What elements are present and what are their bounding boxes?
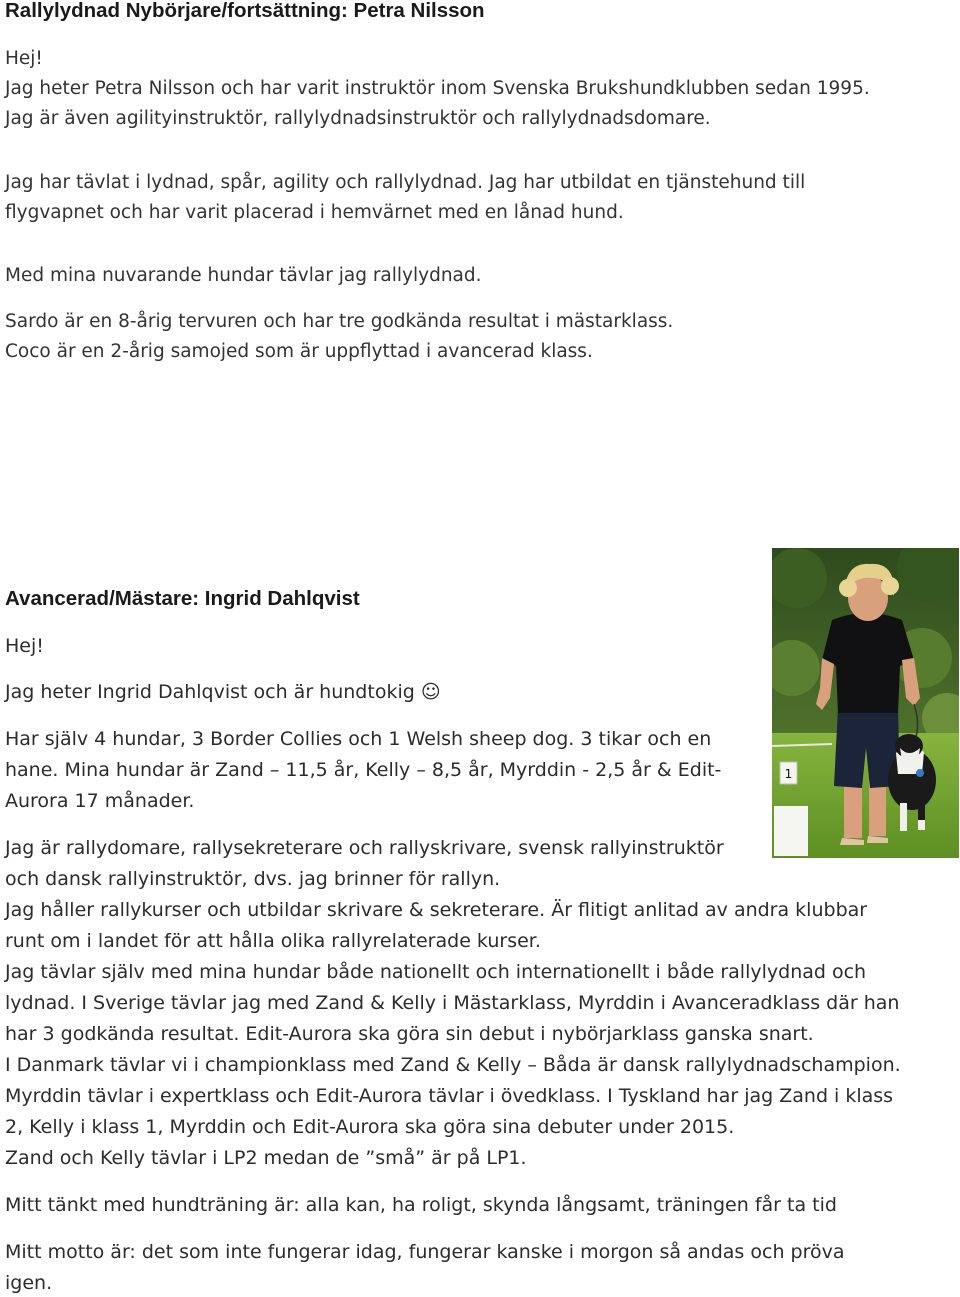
- s2-line-17: Mitt tänkt med hundträning är: alla kan, ha roligt, skynda långsamt, träningen får ta tid: [5, 1194, 837, 1216]
- section1-heading: Rallylydnad Nybörjare/fortsättning: Petra Nilsson: [5, 0, 485, 22]
- s2-line-3: Har själv 4 hundar, 3 Border Collies och 1 Welsh sheep dog. 3 tikar och en: [5, 728, 712, 750]
- s2-line-18: Mitt motto är: det som inte fungerar idag, fungerar kanske i morgon så andas och pröva: [5, 1241, 845, 1263]
- s1-line-3: Jag är även agilityinstruktör, rallylydnadsinstruktör och rallylydnadsdomare.: [5, 108, 711, 129]
- s1-line-6: Med mina nuvarande hundar tävlar jag rallylydnad.: [5, 265, 482, 286]
- s2-line-19: igen.: [5, 1272, 53, 1294]
- s2-line-8: Jag håller rallykurser och utbildar skrivare & sekreterare. Är flitigt anlitad av andra klubbar: [5, 899, 868, 921]
- s1-line-7: Sardo är en 8-årig tervuren och har tre godkända resultat i mästarklass.: [5, 311, 674, 332]
- s2-line-9: runt om i landet för att hålla olika rallyrelaterade kurser.: [5, 930, 541, 952]
- s1-line-1: Hej!: [5, 48, 43, 69]
- rally-sign-number: 1: [784, 767, 793, 781]
- s2-line-16: Zand och Kelly tävlar i LP2 medan de ”små” är på LP1.: [5, 1147, 527, 1169]
- s2-line-10: Jag tävlar själv med mina hundar både nationellt och internationellt i både rallylydnad och: [5, 961, 867, 983]
- s2-line-6: Jag är rallydomare, rallysekreterare och rallyskrivare, svensk rallyinstruktör: [5, 837, 724, 859]
- s2-line-14: Myrddin tävlar i expertklass och Edit-Aurora tävlar i övedklass. I Tyskland har jag Zand i klass: [5, 1085, 894, 1107]
- s2-line-5: Aurora 17 månader.: [5, 790, 195, 812]
- s2-line-4: hane. Mina hundar är Zand – 11,5 år, Kelly – 8,5 år, Myrddin - 2,5 år & Edit-: [5, 759, 722, 781]
- s1-line-4: Jag har tävlat i lydnad, spår, agility och rallylydnad. Jag har utbildat en tjänstehund till: [5, 172, 806, 193]
- s2-line-12: har 3 godkända resultat. Edit-Aurora ska göra sin debut i nybörjarklass ganska snart.: [5, 1023, 814, 1045]
- s1-line-5: flygvapnet och har varit placerad i hemvärnet med en lånad hund.: [5, 202, 624, 223]
- s2-line-11: lydnad. I Sverige tävlar jag med Zand & Kelly i Mästarklass, Myrddin i Avanceradklass där han: [5, 992, 900, 1014]
- section2-heading: Avancerad/Mästare: Ingrid Dahlqvist: [5, 587, 360, 610]
- s2-line-1: Hej!: [5, 635, 44, 657]
- s1-line-2: Jag heter Petra Nilsson och har varit instruktör inom Svenska Brukshundklubben sedan 1995.: [5, 78, 870, 99]
- s2-line-2: Jag heter Ingrid Dahlqvist och är hundtokig ☺: [5, 681, 441, 703]
- s2-line-13: I Danmark tävlar vi i championklass med Zand & Kelly – Båda är dansk rallylydnadschampion.: [5, 1054, 901, 1076]
- photo-handler-with-dog: [772, 548, 959, 858]
- s1-line-8: Coco är en 2-årig samojed som är uppflyttad i avancerad klass.: [5, 341, 593, 362]
- s2-line-15: 2, Kelly i klass 1, Myrddin och Edit-Aurora ska göra sina debuter under 2015.: [5, 1116, 735, 1138]
- s2-line-7: och dansk rallyinstruktör, dvs. jag brinner för rallyn.: [5, 868, 501, 890]
